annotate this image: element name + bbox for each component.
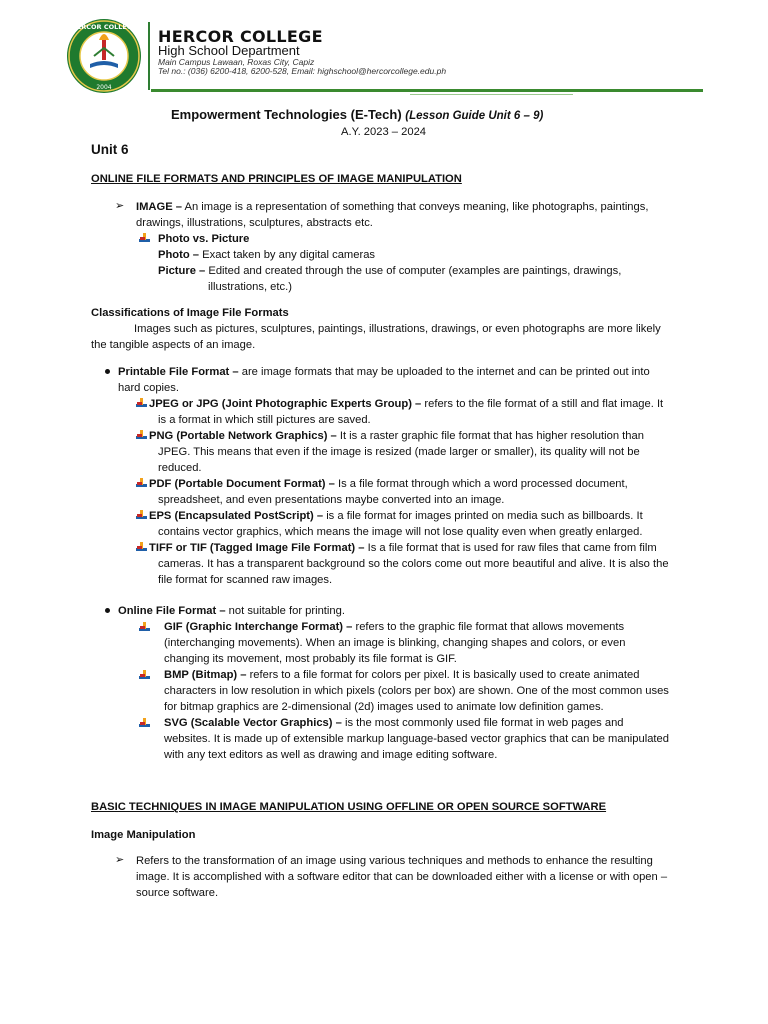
photo-definition: Photo – Exact taken by any digital cameras bbox=[158, 249, 376, 261]
image-definition: IMAGE – An image is a representation of something that conveys meaning, like photographs, paintings, bbox=[136, 201, 649, 213]
printable-format: Printable File Format – are image formats that may be uploaded to the internet and can be printed out into bbox=[118, 366, 650, 378]
online-format: Online File Format – not suitable for printing. bbox=[118, 605, 345, 617]
classification-paragraph-cont: the tangible aspects of an image. bbox=[91, 339, 256, 351]
pin-bullet-icon bbox=[138, 669, 151, 681]
svg-definition-cont: websites. It is made up of extensible markup language-based vector graphics that can be manipulated bbox=[164, 733, 669, 745]
department-name: High School Department bbox=[158, 43, 300, 58]
image-manipulation-definition: Refers to the transformation of an image using various techniques and methods to enhance the resulting bbox=[136, 855, 653, 867]
bmp-definition-cont2: for bitmap graphics are 2-dimensional (2d) images used to animate low definition games. bbox=[164, 701, 604, 713]
svg-definition: SVG (Scalable Vector Graphics) – is the most commonly used file format in web pages and bbox=[164, 717, 624, 729]
jpeg-definition-cont: is a format in which still pictures are saved. bbox=[158, 414, 371, 426]
college-contact: Tel no.: (036) 6200-418, 6200-528, Email: highschool@hercorcollege.edu.ph bbox=[158, 66, 447, 76]
jpeg-definition: JPEG or JPG (Joint Photographic Experts Group) – refers to the file format of a still and flat image. It bbox=[149, 398, 664, 410]
pin-bullet-icon bbox=[135, 429, 148, 441]
png-definition: PNG (Portable Network Graphics) – It is a raster graphic file format that has higher resolution than bbox=[149, 430, 644, 442]
tiff-definition-cont: cameras. It has a transparent background so the colors come out more beautiful and alive. It is also the bbox=[158, 558, 669, 570]
gif-definition-cont2: changing its movement, most probably its file format is GIF. bbox=[164, 653, 457, 665]
header-rule-thin bbox=[410, 94, 573, 95]
image-definition-cont: drawings, illustrations, sculptures, abstracts etc. bbox=[136, 217, 373, 229]
academic-year: A.Y. 2023 – 2024 bbox=[341, 126, 427, 138]
png-definition-cont2: reduced. bbox=[158, 462, 202, 474]
pin-bullet-icon bbox=[138, 621, 151, 633]
picture-definition-cont: illustrations, etc.) bbox=[208, 281, 292, 293]
pdf-definition: PDF (Portable Document Format) – Is a file format through which a word processed document, bbox=[149, 478, 628, 490]
round-bullet-icon bbox=[105, 608, 110, 613]
round-bullet-icon bbox=[105, 369, 110, 374]
pin-bullet-icon bbox=[138, 232, 151, 244]
college-address: Main Campus Lawaan, Roxas City, Capiz bbox=[158, 57, 315, 67]
eps-definition: EPS (Encapsulated PostScript) – is a file format for images printed on media such as billboards. It bbox=[149, 510, 643, 522]
photo-vs-picture: Photo vs. Picture bbox=[158, 233, 250, 245]
image-manipulation-heading: Image Manipulation bbox=[91, 829, 196, 841]
arrow-bullet-icon: ➢ bbox=[115, 854, 125, 866]
image-manipulation-definition-cont: image. It is accomplished with a software editor that can be downloaded either with a license or with open – bbox=[136, 871, 668, 883]
printable-format-cont: hard copies. bbox=[118, 382, 179, 394]
college-name: HERCOR COLLEGE bbox=[158, 27, 323, 46]
picture-definition: Picture – Edited and created through the use of computer (examples are paintings, drawings, bbox=[158, 265, 622, 277]
classification-paragraph: Images such as pictures, sculptures, paintings, illustrations, drawings, or even photographs are more likely bbox=[134, 323, 661, 335]
gif-definition: GIF (Graphic Interchange Format) – refers to the graphic file format that allows movements bbox=[164, 621, 625, 633]
header-divider bbox=[148, 22, 150, 90]
svg-definition-cont2: with any text editors as well as drawing and image editing software. bbox=[164, 749, 498, 761]
header-rule bbox=[151, 89, 703, 92]
tiff-definition: TIFF or TIF (Tagged Image File Format) – Is a file format that is used for raw files that came from film bbox=[149, 542, 657, 554]
bmp-definition-cont: characters in low resolution in which pixels (colors per box) are shown. One of the most common uses bbox=[164, 685, 669, 697]
png-definition-cont: JPEG. This means that even if the image is resized (made larger or smaller), its quality will not be bbox=[158, 446, 640, 458]
eps-definition-cont: contains vector graphics, which means the image will not lose quality even when greatly enlarged. bbox=[158, 526, 643, 538]
document-subtitle: (Lesson Guide Unit 6 – 9) bbox=[405, 110, 544, 122]
image-manipulation-definition-cont2: source software. bbox=[136, 887, 219, 899]
section-heading: ONLINE FILE FORMATS AND PRINCIPLES OF IMAGE MANIPULATION bbox=[91, 173, 462, 185]
unit-heading: Unit 6 bbox=[91, 142, 129, 157]
college-seal-logo bbox=[66, 18, 142, 94]
tiff-definition-cont2: file format for scanned raw images. bbox=[158, 574, 333, 586]
arrow-bullet-icon: ➢ bbox=[115, 200, 125, 212]
document-title: Empowerment Technologies (E-Tech) (Lesson Guide Unit 6 – 9) bbox=[171, 107, 544, 122]
pin-bullet-icon bbox=[135, 509, 148, 521]
pin-bullet-icon bbox=[135, 541, 148, 553]
pin-bullet-icon bbox=[135, 397, 148, 409]
pdf-definition-cont: spreadsheet, and even presentations maybe converted into an image. bbox=[158, 494, 505, 506]
pin-bullet-icon bbox=[135, 477, 148, 489]
section-heading-2: BASIC TECHNIQUES IN IMAGE MANIPULATION USING OFFLINE OR OPEN SOURCE SOFTWARE bbox=[91, 801, 607, 813]
svg-text:HERCOR COLLEGE: HERCOR COLLEGE bbox=[71, 23, 137, 31]
svg-text:2004: 2004 bbox=[96, 84, 112, 91]
bmp-definition: BMP (Bitmap) – refers to a file format for colors per pixel. It is basically used to create animated bbox=[164, 669, 640, 681]
gif-definition-cont: (interchanging movements). When an image is blinking, changing shapes and colors, or even bbox=[164, 637, 626, 649]
classification-heading: Classifications of Image File Formats bbox=[91, 307, 289, 319]
pin-bullet-icon bbox=[138, 717, 151, 729]
